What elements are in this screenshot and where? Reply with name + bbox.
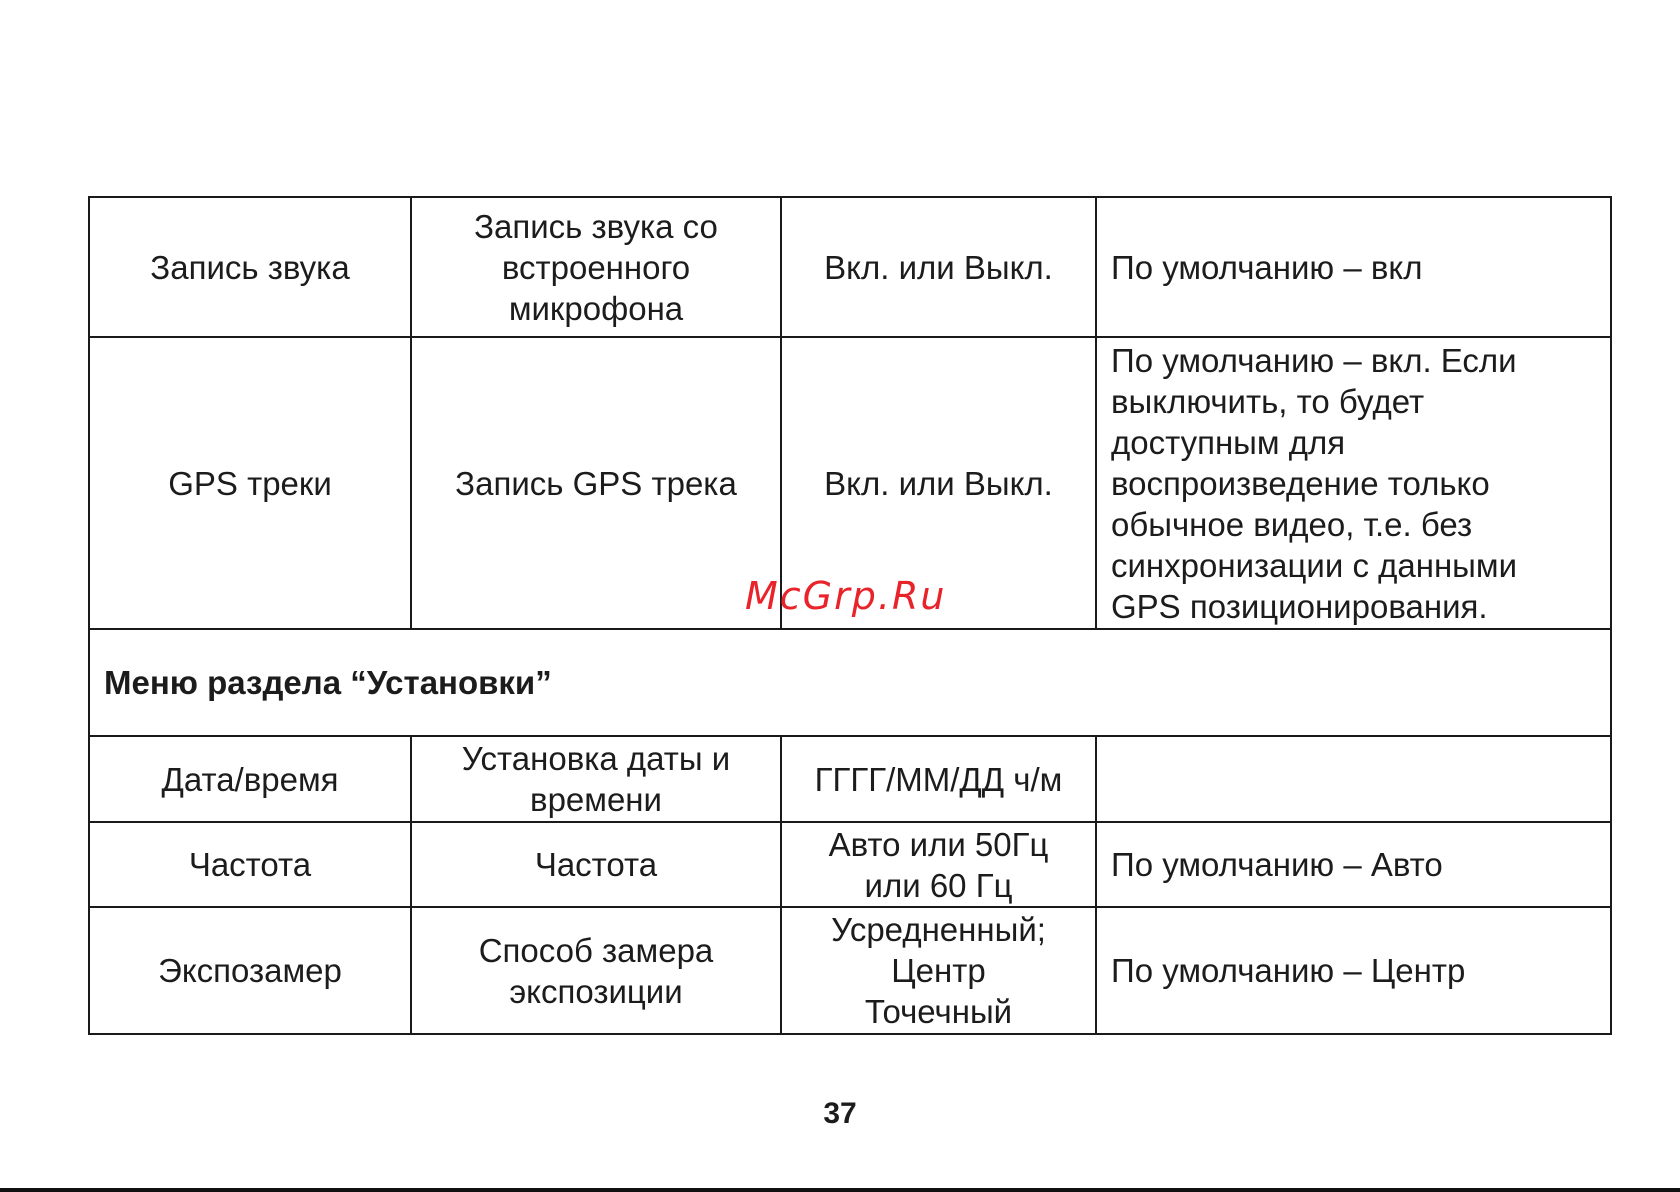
setting-note [1096, 736, 1611, 822]
setting-name: GPS треки [89, 337, 411, 629]
section-header-row [89, 629, 1611, 736]
setting-options: Вкл. или Выкл. [781, 337, 1096, 629]
setting-options: ГГГГ/ММ/ДД ч/м [781, 736, 1096, 822]
setting-description: Запись GPS трека [411, 337, 781, 629]
setting-options: Вкл. или Выкл. [781, 197, 1096, 337]
setting-name: Экспозамер [89, 907, 411, 1034]
table-row [89, 736, 1611, 822]
bottom-divider [0, 1188, 1680, 1192]
setting-options: Авто или 50Гц или 60 Гц [781, 822, 1096, 907]
setting-name: Запись звука [89, 197, 411, 337]
setting-name: Дата/время [89, 736, 411, 822]
setting-description: Установка даты и времени [411, 736, 781, 822]
watermark-text: McGrp.Ru [745, 574, 947, 618]
table-row [89, 197, 1611, 337]
setting-options: Усредненный; Центр Точечный [781, 907, 1096, 1034]
setting-note: По умолчанию – Авто [1096, 822, 1611, 907]
table-row [89, 907, 1611, 1034]
section-header: Меню раздела “Установки” [89, 629, 1611, 736]
setting-note: По умолчанию – вкл [1096, 197, 1611, 337]
table-row [89, 822, 1611, 907]
setting-description: Частота [411, 822, 781, 907]
setting-name: Частота [89, 822, 411, 907]
setting-note: По умолчанию – вкл. Если выключить, то будет доступным для воспроизведение только обычное видео, т.е. без синхронизации с данными GPS позиционирования. [1096, 337, 1611, 629]
setting-note: По умолчанию – Центр [1096, 907, 1611, 1034]
setting-description: Способ замера экспозиции [411, 907, 781, 1034]
setting-description: Запись звука со встроенного микрофона [411, 197, 781, 337]
page-number: 37 [823, 1097, 857, 1130]
